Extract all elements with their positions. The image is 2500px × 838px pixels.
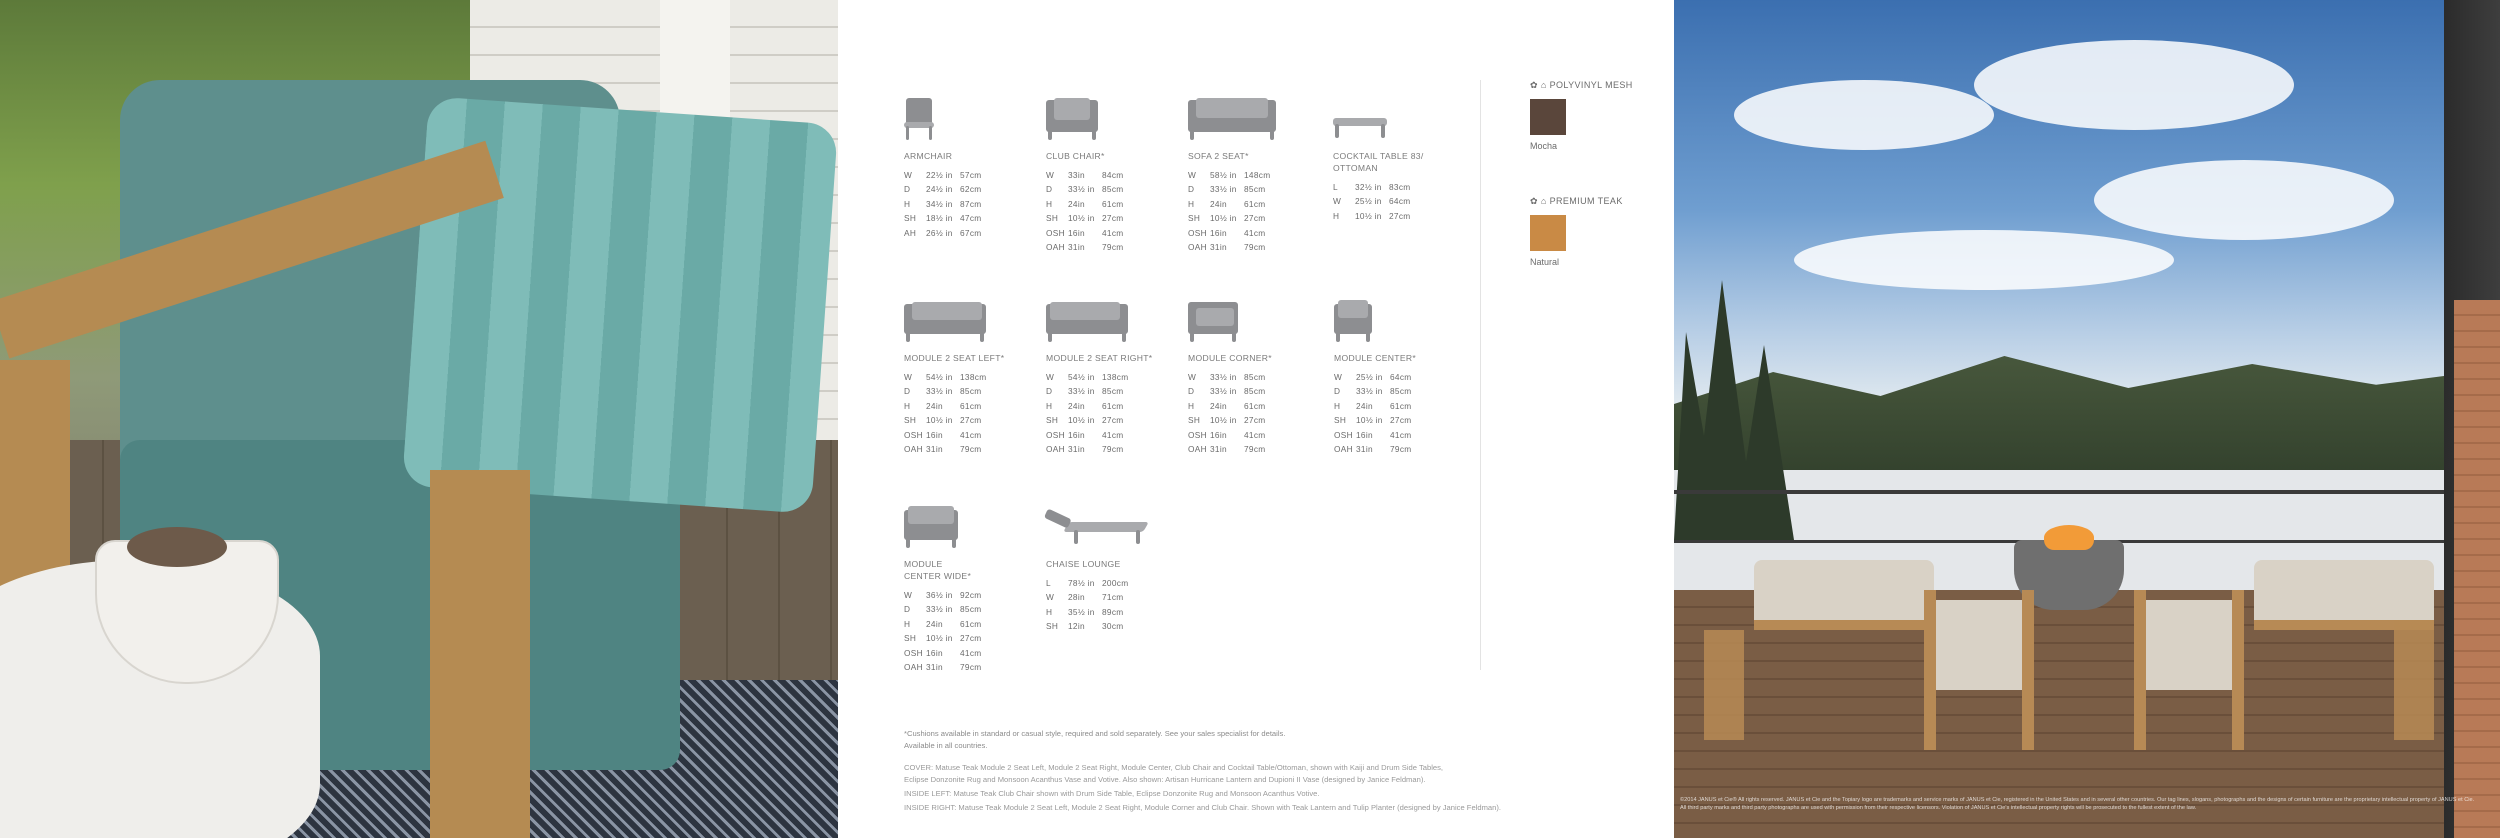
product-name: MODULE CENTER* — [1334, 353, 1417, 363]
cloud — [1734, 80, 1994, 150]
product-name: SOFA 2 SEAT* — [1188, 151, 1249, 161]
dimension-inches: 32½ in — [1355, 182, 1382, 192]
dimension-cm: 85cm — [1390, 386, 1412, 397]
dimension-inches: 24in — [1356, 400, 1373, 411]
dimension-cm: 79cm — [1244, 444, 1266, 455]
dimension-label: D — [904, 184, 911, 195]
dimension-table — [904, 168, 982, 240]
club-chair — [2134, 600, 2244, 690]
dimension-table — [1046, 576, 1128, 634]
sofa-thumbnail — [1188, 94, 1270, 142]
dimension-inches: 16in — [1210, 429, 1227, 440]
teak-frame — [2232, 590, 2244, 750]
module-2-seat-right-thumbnail — [1046, 296, 1152, 344]
dimension-inches: 24½ in — [926, 184, 953, 195]
dimension-label: SH — [904, 213, 917, 224]
dimension-inches: 33in — [1068, 170, 1085, 180]
dimension-inches: 31in — [926, 662, 943, 673]
dimension-cm: 47cm — [960, 213, 982, 224]
dimension-label: H — [904, 618, 911, 629]
dimension-cm: 61cm — [960, 400, 982, 411]
dimension-cm: 148cm — [1244, 170, 1271, 180]
cloud — [1794, 230, 2174, 290]
dimension-row — [1046, 168, 1124, 182]
dimension-inches: 31in — [1356, 444, 1373, 455]
dimension-label: OAH — [1188, 242, 1207, 253]
dimension-label: W — [1188, 170, 1197, 180]
dimension-inches: 33½ in — [1356, 386, 1383, 397]
dimension-label: D — [1334, 386, 1341, 397]
dimension-label: OSH — [1188, 429, 1207, 440]
availability-footnote: Available in all countries. — [904, 741, 988, 750]
dimension-row — [1046, 384, 1128, 398]
dimension-row — [1188, 197, 1270, 211]
finish-title: POLYVINYL MESH — [1549, 80, 1633, 90]
dimension-label: D — [1188, 184, 1195, 195]
product-module-corner — [1188, 296, 1272, 456]
dimension-row — [904, 602, 982, 616]
dimension-cm: 87cm — [960, 198, 982, 209]
dimension-cm: 64cm — [1390, 372, 1412, 382]
dimension-row — [1188, 399, 1266, 413]
teak-frame — [1924, 590, 1936, 750]
dimension-table — [1188, 370, 1266, 456]
fire — [2044, 525, 2094, 550]
dimension-label: OSH — [904, 429, 923, 440]
dimension-cm: 85cm — [1244, 386, 1266, 397]
dimension-row — [1334, 428, 1412, 442]
dimension-label: D — [904, 604, 911, 615]
dimension-label: W — [1188, 372, 1197, 382]
dimension-row — [1046, 226, 1124, 240]
dimension-label: SH — [1188, 213, 1201, 224]
dimension-inches: 10½ in — [1356, 415, 1383, 426]
dimension-cm: 61cm — [1102, 198, 1124, 209]
dimension-label: OSH — [1188, 227, 1207, 238]
dimension-row — [904, 182, 982, 196]
cushion-footnote: *Cushions available in standard or casual style, required and sold separately. See your sales specialist for details. — [904, 729, 1286, 738]
dimension-inches: 16in — [1068, 429, 1085, 440]
dimension-cm: 41cm — [960, 429, 982, 440]
deck-railing — [1674, 490, 2500, 494]
dimension-inches: 33½ in — [1068, 386, 1095, 397]
dimension-row — [904, 197, 982, 211]
dimension-label: W — [904, 590, 913, 600]
dimension-inches: 58½ in — [1210, 170, 1237, 180]
dimension-row — [1046, 240, 1124, 254]
dimension-cm: 85cm — [1244, 184, 1266, 195]
dimension-label: SH — [1188, 415, 1201, 426]
product-chaise-lounge — [1046, 502, 1128, 634]
dimension-cm: 64cm — [1389, 196, 1411, 207]
dimension-cm: 27cm — [1244, 213, 1266, 224]
dimension-row — [1046, 211, 1124, 225]
dimension-row — [1046, 399, 1128, 413]
dimension-inches: 31in — [1068, 242, 1085, 253]
dimension-row — [904, 370, 986, 384]
dimension-inches: 28in — [1068, 592, 1085, 603]
dimension-inches: 33½ in — [926, 604, 953, 615]
dimension-cm: 85cm — [1244, 372, 1266, 382]
dimension-inches: 31in — [1210, 444, 1227, 455]
dimension-inches: 10½ in — [926, 415, 953, 426]
dimension-row — [1188, 428, 1266, 442]
dimension-cm: 27cm — [1390, 415, 1412, 426]
product-module-2-seat-left — [904, 296, 1004, 456]
dimension-inches: 10½ in — [1355, 210, 1382, 221]
dimension-table — [1046, 168, 1124, 254]
dimension-row — [1188, 182, 1270, 196]
column-divider — [1480, 80, 1481, 670]
dimension-cm: 85cm — [1102, 184, 1124, 195]
dimension-cm: 41cm — [1244, 429, 1266, 440]
dimension-label: W — [1046, 372, 1055, 382]
finish-icon: ✿ ⌂ — [1530, 80, 1550, 90]
dimension-inches: 22½ in — [926, 170, 953, 180]
dimension-inches: 10½ in — [1068, 415, 1095, 426]
teak-leg — [430, 470, 530, 838]
dimension-cm: 61cm — [1102, 400, 1124, 411]
finish-name: Mocha — [1530, 141, 1558, 151]
club-chair-thumbnail — [1046, 94, 1124, 142]
dimension-cm: 61cm — [1244, 400, 1266, 411]
finish-premium-teak — [1530, 196, 1623, 267]
inside-right-photo — [1674, 0, 2500, 838]
dimension-cm: 200cm — [1102, 578, 1129, 588]
dimension-row — [904, 646, 982, 660]
dimension-inches: 33½ in — [1210, 372, 1237, 382]
dimension-table — [904, 588, 982, 674]
dimension-cm: 61cm — [960, 618, 982, 629]
module-2-seat-left-thumbnail — [904, 296, 1004, 344]
dimension-row — [1188, 168, 1270, 182]
dimension-row — [1046, 182, 1124, 196]
dimension-row — [904, 211, 982, 225]
product-sofa-2-seat — [1188, 94, 1270, 254]
dimension-label: H — [1188, 400, 1195, 411]
dimension-label: H — [1046, 606, 1053, 617]
dimension-row — [1046, 442, 1128, 456]
armchair-thumbnail — [904, 94, 982, 142]
finish-polyvinyl-mesh — [1530, 80, 1633, 151]
dimension-cm: 84cm — [1102, 170, 1124, 180]
dimension-row — [1334, 370, 1412, 384]
cover-photo-left — [0, 0, 838, 838]
dimension-label: W — [1333, 196, 1342, 207]
dimension-cm: 79cm — [1102, 242, 1124, 253]
dimension-label: H — [1046, 400, 1053, 411]
dimension-label: SH — [1046, 621, 1059, 632]
dimension-inches: 10½ in — [926, 633, 953, 644]
dimension-inches: 16in — [1068, 227, 1085, 238]
dimension-label: D — [1046, 184, 1053, 195]
dimension-row — [1188, 240, 1270, 254]
dimension-cm: 85cm — [960, 386, 982, 397]
dimension-cm: 61cm — [1390, 400, 1412, 411]
product-name: CHAISE LOUNGE — [1046, 559, 1121, 569]
dimension-cm: 27cm — [960, 633, 982, 644]
cloud — [1974, 40, 2294, 130]
dimension-label: H — [1333, 210, 1340, 221]
dimension-label: W — [1046, 170, 1055, 180]
dimension-inches: 33½ in — [1068, 184, 1095, 195]
dimension-inches: 16in — [1356, 429, 1373, 440]
dimension-row — [904, 168, 982, 182]
dimension-label: OAH — [1046, 444, 1065, 455]
dimension-table — [1046, 370, 1128, 456]
dimension-label: D — [1046, 386, 1053, 397]
dimension-cm: 27cm — [1102, 213, 1124, 224]
dimension-row — [1188, 413, 1266, 427]
dimension-cm: 79cm — [1244, 242, 1266, 253]
dimension-row — [904, 442, 986, 456]
dimension-inches: 33½ in — [1210, 386, 1237, 397]
dimension-cm: 71cm — [1102, 592, 1124, 603]
dimension-label: SH — [1334, 415, 1347, 426]
inside-left-caption: INSIDE LEFT: Matuse Teak Club Chair shown with Drum Side Table, Eclipse Donzonite Rug and Monsoon Acanthus Votive. — [904, 789, 1320, 798]
dimension-row — [904, 428, 986, 442]
dimension-cm: 85cm — [960, 604, 982, 615]
finish-name: Natural — [1530, 257, 1560, 267]
dimension-label: OAH — [1046, 242, 1065, 253]
dimension-cm: 67cm — [960, 227, 982, 238]
dimension-row — [1188, 211, 1270, 225]
dimension-inches: 24in — [1068, 198, 1085, 209]
dimension-row — [1046, 370, 1128, 384]
dimension-inches: 33½ in — [1210, 184, 1237, 195]
dimension-label: H — [1046, 198, 1053, 209]
dimension-label: SH — [1046, 415, 1059, 426]
dimension-inches: 18½ in — [926, 213, 953, 224]
teak-lantern — [2394, 620, 2434, 740]
dimension-cm: 27cm — [1389, 210, 1411, 221]
dimension-cm: 41cm — [1390, 429, 1412, 440]
dimension-cm: 41cm — [1102, 227, 1124, 238]
dimension-inches: 31in — [926, 444, 943, 455]
dimension-label: W — [904, 170, 913, 180]
finish-title: PREMIUM TEAK — [1549, 196, 1623, 206]
dimension-cm: 27cm — [960, 415, 982, 426]
product-name: ARMCHAIR — [904, 151, 953, 161]
product-name: MODULE 2 SEAT RIGHT* — [1046, 353, 1153, 363]
dimension-label: H — [1188, 198, 1195, 209]
dimension-label: W — [1046, 592, 1055, 603]
dimension-table — [1188, 168, 1270, 254]
dimension-label: OAH — [904, 662, 923, 673]
teak-frame — [2022, 590, 2034, 750]
dimension-cm: 30cm — [1102, 621, 1124, 632]
dimension-label: D — [904, 386, 911, 397]
cocktail-table-thumbnail — [1333, 94, 1424, 142]
dimension-label: OSH — [1334, 429, 1353, 440]
module-corner-thumbnail — [1188, 296, 1272, 344]
dimension-cm: 27cm — [1244, 415, 1266, 426]
dimension-row — [1046, 197, 1124, 211]
cover-caption: COVER: Matuse Teak Module 2 Seat Left, Module 2 Seat Right, Module Center, Club Chair and Cocktail Table/Ottoman, shown with Kaiji and Drum Side Tables, — [904, 763, 1444, 772]
dimension-label: W — [904, 372, 913, 382]
dimension-label: H — [1334, 400, 1341, 411]
dimension-label: SH — [904, 415, 917, 426]
dimension-cm: 61cm — [1244, 198, 1266, 209]
dimension-label: H — [904, 198, 911, 209]
dimension-inches: 10½ in — [1210, 213, 1237, 224]
natural-swatch — [1530, 215, 1566, 251]
cloud — [2094, 160, 2394, 240]
product-module-2-seat-right — [1046, 296, 1152, 456]
dimension-inches: 10½ in — [1068, 213, 1095, 224]
dimension-inches: 16in — [926, 647, 943, 658]
dimension-row — [904, 413, 986, 427]
dimension-label: W — [1334, 372, 1343, 382]
dimension-cm: 57cm — [960, 170, 982, 180]
dimension-cm: 89cm — [1102, 606, 1124, 617]
copyright-notice: ©2014 JANUS et Cie® All rights reserved. JANUS et Cie and the Topiary logo are trademarks and service marks of JANUS et Cie, registered in the United States and in several other countries. Our tag lines, slogans, photographs and the designs of certain furniture are the proprietary intellectual property of JANUS et Cie. All third party marks and third party photographs are used with permission from their respective licensors. Violation of JANUS et Cie's intellectual property rights will be prosecuted to the fullest extent of the law. — [1680, 797, 2475, 811]
dimension-row — [904, 384, 986, 398]
dimension-cm: 92cm — [960, 590, 982, 600]
dimension-label: SH — [1046, 213, 1059, 224]
product-club-chair — [1046, 94, 1124, 254]
dimension-inches: 24in — [926, 400, 943, 411]
dimension-row — [1046, 605, 1128, 619]
product-name: CLUB CHAIR* — [1046, 151, 1105, 161]
dimension-row — [1046, 619, 1128, 633]
dimension-row — [904, 660, 982, 674]
dimension-inches: 24in — [1210, 400, 1227, 411]
building-siding — [2454, 300, 2500, 838]
dimension-label: OAH — [904, 444, 923, 455]
product-module-center-wide — [904, 502, 982, 674]
dimension-inches: 36½ in — [926, 590, 953, 600]
dimension-inches: 78½ in — [1068, 578, 1095, 588]
dimension-row — [904, 226, 982, 240]
dimension-inches: 24in — [1068, 400, 1085, 411]
dimension-label: L — [1046, 578, 1051, 588]
dimension-label: SH — [904, 633, 917, 644]
dimension-cm: 41cm — [1244, 227, 1266, 238]
dimension-row — [904, 631, 982, 645]
dimension-row — [1334, 384, 1412, 398]
dimension-row — [1334, 413, 1412, 427]
dimension-row — [1333, 194, 1411, 208]
dimension-inches: 12in — [1068, 621, 1085, 632]
dimension-inches: 54½ in — [1068, 372, 1095, 382]
inside-right-caption: INSIDE RIGHT: Matuse Teak Module 2 Seat Left, Module 2 Seat Right, Module Corner and Club Chair. Shown with Teak Lantern and Tulip Planter (designed by Janice Feldman). — [904, 803, 1501, 812]
dimension-cm: 85cm — [1102, 386, 1124, 397]
dimension-row — [1046, 576, 1128, 590]
dimension-inches: 31in — [1210, 242, 1227, 253]
product-cocktail-table — [1333, 94, 1424, 223]
dimension-row — [1333, 209, 1411, 223]
dimension-inches: 26½ in — [926, 227, 953, 238]
dimension-inches: 34½ in — [926, 198, 953, 209]
dimension-row — [1188, 226, 1270, 240]
finish-icon: ✿ ⌂ — [1530, 196, 1550, 206]
product-name: MODULE CORNER* — [1188, 353, 1272, 363]
module-center-thumbnail — [1334, 296, 1416, 344]
dimension-inches: 16in — [926, 429, 943, 440]
dimension-label: OSH — [1046, 227, 1065, 238]
dimension-inches: 25½ in — [1355, 196, 1382, 207]
dimension-cm: 138cm — [960, 372, 987, 382]
dimension-label: D — [1188, 386, 1195, 397]
cover-caption-2: Eclipse Donzonite Rug and Monsoon Acanthus Vase and Votive. Also shown: Artisan Hurricane Lantern and Dupioni II Vase (designed by Janice Feldman). — [904, 775, 1426, 784]
dimension-row — [904, 617, 982, 631]
dimension-row — [904, 588, 982, 602]
dimension-row — [1188, 370, 1266, 384]
dimension-row — [1046, 428, 1128, 442]
dimension-label: OAH — [1334, 444, 1353, 455]
dimension-inches: 33½ in — [926, 386, 953, 397]
dimension-inches: 25½ in — [1356, 372, 1383, 382]
product-name: COCKTAIL TABLE 83/ OTTOMAN — [1333, 151, 1424, 173]
dimension-row — [1334, 399, 1412, 413]
dimension-cm: 79cm — [960, 662, 982, 673]
dimension-table — [904, 370, 986, 456]
dimension-inches: 31in — [1068, 444, 1085, 455]
dimension-label: OSH — [1046, 429, 1065, 440]
dimension-inches: 10½ in — [1210, 415, 1237, 426]
product-name: MODULE 2 SEAT LEFT* — [904, 353, 1005, 363]
dimension-row — [1333, 180, 1411, 194]
dimension-cm: 27cm — [1102, 415, 1124, 426]
dimension-inches: 54½ in — [926, 372, 953, 382]
product-module-center — [1334, 296, 1416, 456]
dimension-label: AH — [904, 227, 917, 238]
dimension-inches: 24in — [1210, 198, 1227, 209]
teak-lantern — [1704, 630, 1744, 740]
dimension-cm: 41cm — [960, 647, 982, 658]
dimension-label: H — [904, 400, 911, 411]
dimension-inches: 16in — [1210, 227, 1227, 238]
dimension-row — [1188, 384, 1266, 398]
module-center-wide-thumbnail — [904, 502, 982, 550]
dimension-row — [1188, 442, 1266, 456]
dimension-label: OSH — [904, 647, 923, 658]
dimension-cm: 41cm — [1102, 429, 1124, 440]
dimension-row — [1046, 590, 1128, 604]
dimension-cm: 79cm — [1102, 444, 1124, 455]
product-armchair — [904, 94, 982, 240]
dimension-label: OAH — [1188, 444, 1207, 455]
dimension-inches: 35½ in — [1068, 606, 1095, 617]
chaise-lounge-thumbnail — [1046, 502, 1128, 550]
teak-frame — [2134, 590, 2146, 750]
teak-base — [1754, 620, 1934, 630]
dimension-row — [1046, 413, 1128, 427]
dimension-row — [904, 399, 986, 413]
mocha-swatch — [1530, 99, 1566, 135]
dimension-table — [1333, 180, 1411, 223]
dimension-row — [1334, 442, 1412, 456]
dimension-cm: 79cm — [1390, 444, 1412, 455]
club-chair — [1924, 600, 2034, 690]
dimension-inches: 24in — [926, 618, 943, 629]
dimension-label: L — [1333, 182, 1338, 192]
dimension-cm: 138cm — [1102, 372, 1129, 382]
dimension-table — [1334, 370, 1412, 456]
product-name: MODULE CENTER WIDE* — [904, 559, 972, 581]
dimension-cm: 79cm — [960, 444, 982, 455]
dimension-cm: 62cm — [960, 184, 982, 195]
dimension-cm: 83cm — [1389, 182, 1411, 192]
